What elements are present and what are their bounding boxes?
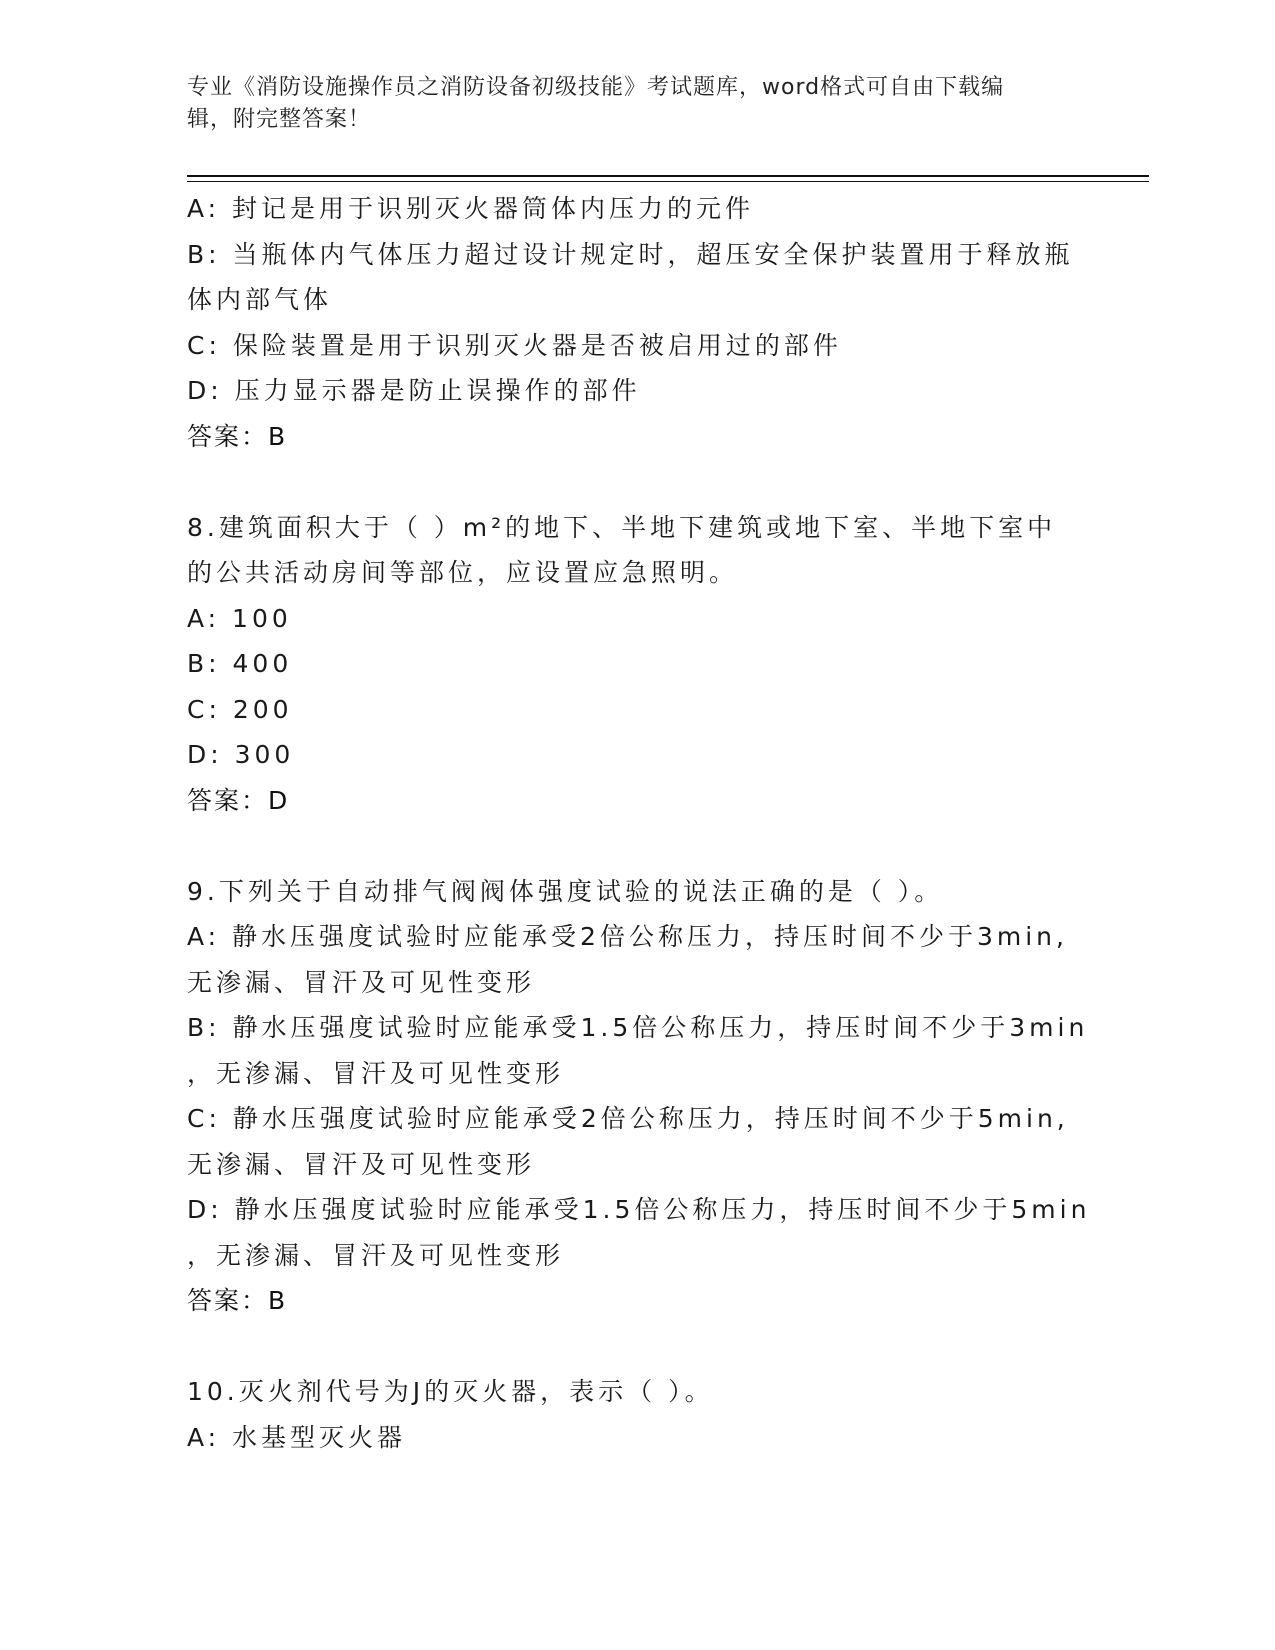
question-stem: 9.下列关于自动排气阀阀体强度试验的说法正确的是（ ）。 [187,876,944,906]
option-line: B: 当瓶体内气体压力超过设计规定时，超压安全保护装置用于释放瓶 [187,239,1074,269]
option-line: A: 水基型灭火器 [187,1422,407,1452]
option-line: A: 100 [187,603,292,633]
option-line: C: 静水压强度试验时应能承受2倍公称压力，持压时间不少于5min, [187,1104,1069,1133]
option-line: D: 300 [187,740,295,769]
question-8 [187,505,1087,824]
option-line: A: 封记是用于识别灭火器筒体内压力的元件 [187,194,755,223]
question-stem: 8.建筑面积大于（ ）m²的地下、半地下建筑或地下室、半地下室中 [187,512,1057,542]
question-7 [187,186,1087,459]
spacer [187,823,1087,869]
option-line: A: 静水压强度试验时应能承受2倍公称压力，持压时间不少于3min, [187,922,1068,951]
option-line: ，无渗漏、冒汗及可见性变形 [187,1240,565,1270]
question-stem: 的公共活动房间等部位，应设置应急照明。 [187,558,739,587]
answer-line: 答案：B [187,1286,288,1315]
header-rule-thin [187,181,1149,182]
header-line-1: 专业《消防设施操作员之消防设备初级技能》考试题库，word格式可自由下载编 [187,75,1005,100]
spacer [187,1324,1087,1370]
option-line: 无渗漏、冒汗及可见性变形 [187,1149,536,1179]
header-rule-thick [187,175,1149,177]
option-line: ，无渗漏、冒汗及可见性变形 [187,1058,565,1088]
spacer [187,459,1087,505]
question-list [187,186,1091,1460]
header-line-2: 辑，附完整答案！ [187,107,372,132]
question-stem: 10.灭火剂代号为J的灭火器，表示（ ）。 [187,1377,714,1406]
question-9 [187,869,1091,1324]
document-header [187,72,1067,136]
option-line: D: 静水压强度试验时应能承受1.5倍公称压力，持压时间不少于5min [187,1195,1091,1224]
answer-line: 答案：B [187,421,288,451]
option-line: 无渗漏、冒汗及可见性变形 [187,967,536,997]
question-10 [187,1369,1087,1460]
option-line: C: 保险装置是用于识别灭火器是否被启用过的部件 [187,330,842,360]
option-line: 体内部气体 [187,285,333,314]
option-line: D: 压力显示器是防止误操作的部件 [187,376,641,405]
option-line: B: 400 [187,649,293,678]
option-line: C: 200 [187,694,293,724]
answer-line: 答案：D [187,785,290,815]
option-line: B: 静水压强度试验时应能承受1.5倍公称压力，持压时间不少于3min [187,1013,1089,1042]
